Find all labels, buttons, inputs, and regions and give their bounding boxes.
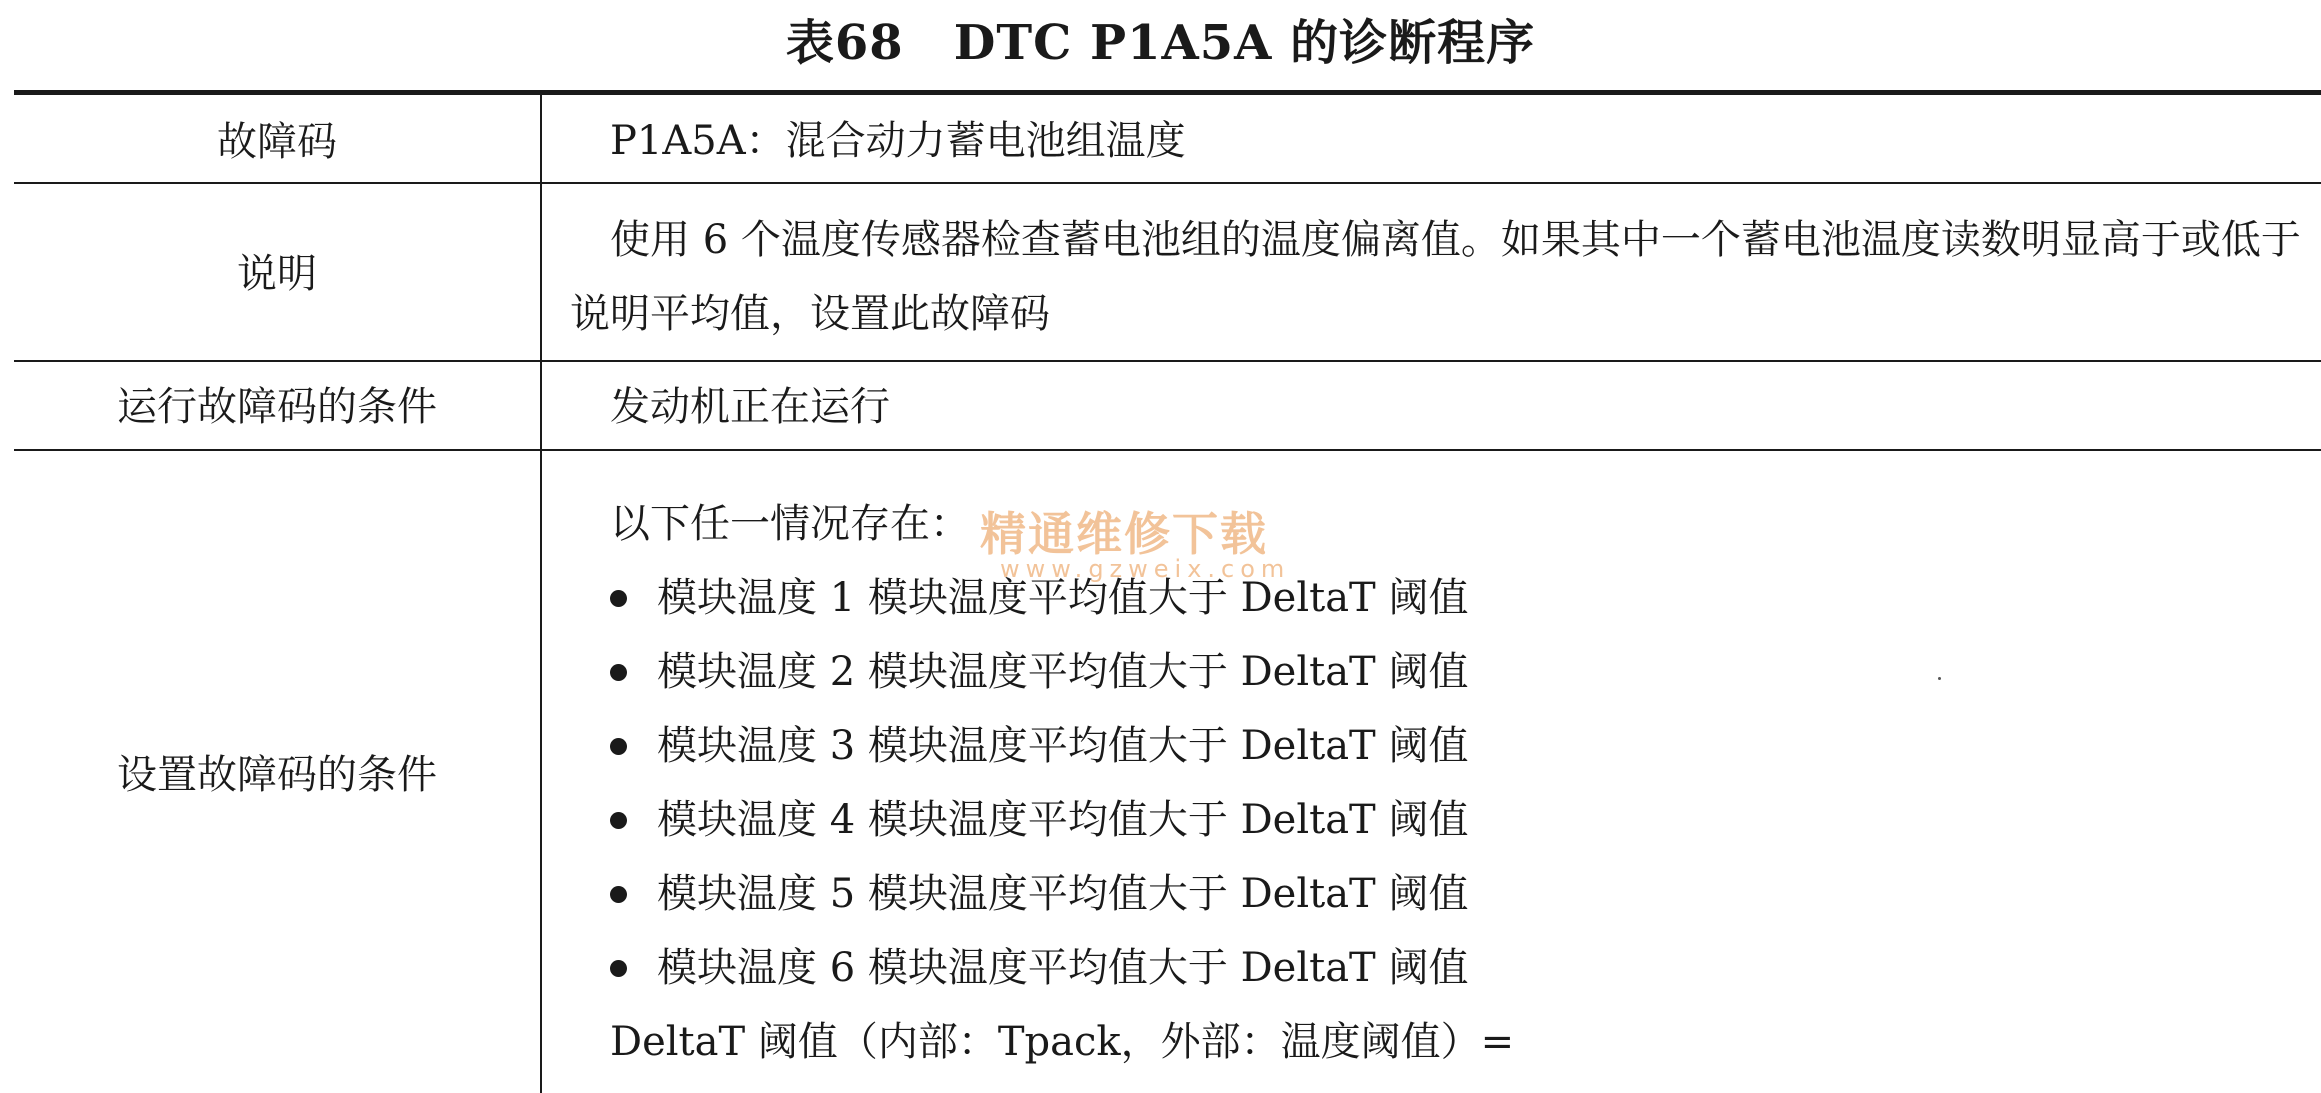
description-value: 使用 6 个温度传感器检查蓄电池组的温度偏离值。如果其中一个蓄电池温度读数明显高于或低于说明平均值，设置此故障码 [570, 217, 2301, 337]
run-conditions-label: 运行故障码的条件 [117, 384, 437, 430]
bullet-icon [610, 812, 627, 829]
bullet-icon [610, 960, 627, 977]
table-top-rule [14, 90, 2321, 95]
table-title-text: DTC P1A5A 的诊断程序 [953, 15, 1536, 71]
bullet-icon [610, 738, 627, 755]
list-item: 模块温度 2 模块温度平均值大于 DeltaT 阈值 [570, 635, 2305, 709]
list-item: 模块温度 6 模块温度平均值大于 DeltaT 阈值 [570, 931, 2305, 1005]
stray-dot [1938, 677, 1941, 680]
list-item: 模块温度 4 模块温度平均值大于 DeltaT 阈值 [570, 783, 2305, 857]
row-divider-2 [14, 360, 2321, 362]
code-value: P1A5A：混合动力蓄电池组温度 [610, 118, 1186, 164]
description-label: 说明 [237, 251, 317, 297]
bullet-icon [610, 886, 627, 903]
set-conditions-value [570, 487, 2305, 1079]
watermark-text: 精通维修下载 [980, 507, 1268, 561]
run-conditions-value: 发动机正在运行 [610, 384, 890, 430]
watermark-url: www.gzweix.com [1000, 555, 1291, 583]
set-conditions-label: 设置故障码的条件 [117, 752, 437, 798]
row-divider-1 [14, 182, 2321, 184]
list-item: 模块温度 5 模块温度平均值大于 DeltaT 阈值 [570, 857, 2305, 931]
set-conditions-intro: 以下任一情况存在： [610, 501, 970, 547]
table-title [0, 8, 2321, 78]
bullet-icon [610, 664, 627, 681]
code-label: 故障码 [217, 119, 337, 165]
bullet-icon [610, 590, 627, 607]
list-item: 模块温度 1 模块温度平均值大于 DeltaT 阈值 [570, 561, 2305, 635]
column-divider [540, 93, 542, 1093]
list-item: 模块温度 3 模块温度平均值大于 DeltaT 阈值 [570, 709, 2305, 783]
deltat-threshold-line: DeltaT 阈值（内部：Tpack，外部：温度阈值）= [610, 1019, 1515, 1065]
table-number: 表68 [785, 15, 904, 71]
row-divider-3 [14, 449, 2321, 451]
